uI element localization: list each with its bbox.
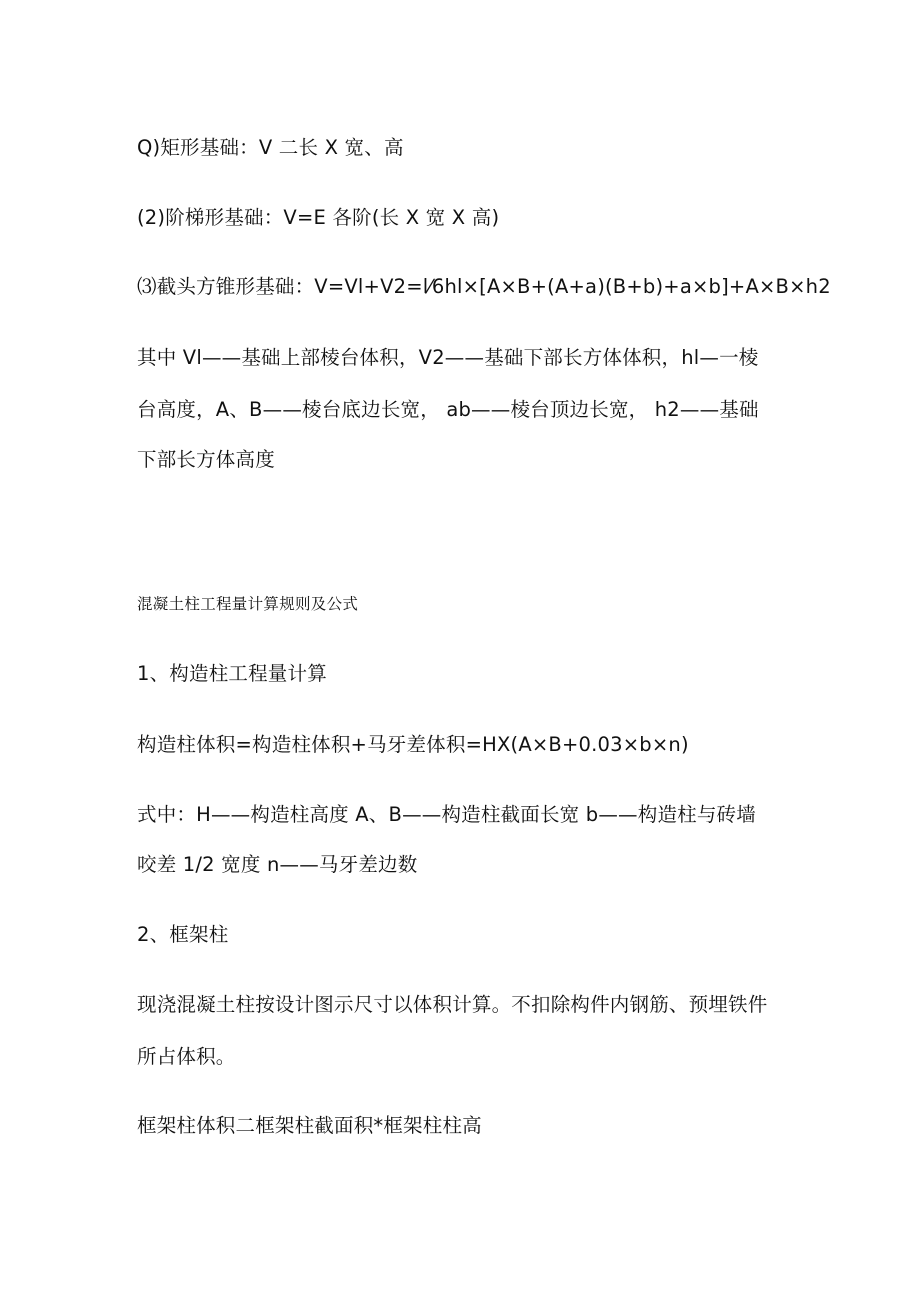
- construct-column-formula: 构造柱体积=构造柱体积+马牙差体积=HX(A×B+0.03×b×n): [137, 733, 689, 756]
- frame-column-desc-line-2: 所占体积。: [137, 1045, 236, 1068]
- frustum-foundation-formula: ⑶截头方锥形基础：V=Vl+V2=l⁄6hl×[A×B+(A+a)(B+b)+a×b]+A×B×h2: [137, 275, 831, 298]
- frame-column-heading: 2、框架柱: [137, 923, 229, 946]
- frame-column-formula: 框架柱体积二框架柱截面积*框架柱柱高: [137, 1114, 482, 1137]
- foundation-notes-line-3: 下部长方体高度: [137, 448, 275, 471]
- frame-column-desc-line-1: 现浇混凝土柱按设计图示尺寸以体积计算。不扣除构件内钢筋、预埋铁件: [137, 993, 768, 1016]
- foundation-notes-line-1: 其中 Vl——基础上部棱台体积，V2——基础下部长方体体积，hl—一棱: [137, 346, 759, 369]
- column-section-title: 混凝土柱工程量计算规则及公式: [137, 595, 359, 613]
- construct-column-notes-line-1: 式中：H——构造柱高度 A、B——构造柱截面长宽 b——构造柱与砖墙: [137, 803, 756, 826]
- foundation-notes-line-2: 台高度，A、B——棱台底边长宽， ab——棱台顶边长宽， h2——基础: [137, 398, 759, 421]
- construct-column-notes-line-2: 咬差 1/2 宽度 n——马牙差边数: [137, 853, 418, 876]
- construct-column-heading: 1、构造柱工程量计算: [137, 662, 327, 685]
- rect-foundation-formula: Q)矩形基础：V 二长 X 宽、高: [137, 136, 404, 159]
- stepped-foundation-formula: (2)阶梯形基础：V=E 各阶(长 X 宽 X 高): [137, 206, 500, 229]
